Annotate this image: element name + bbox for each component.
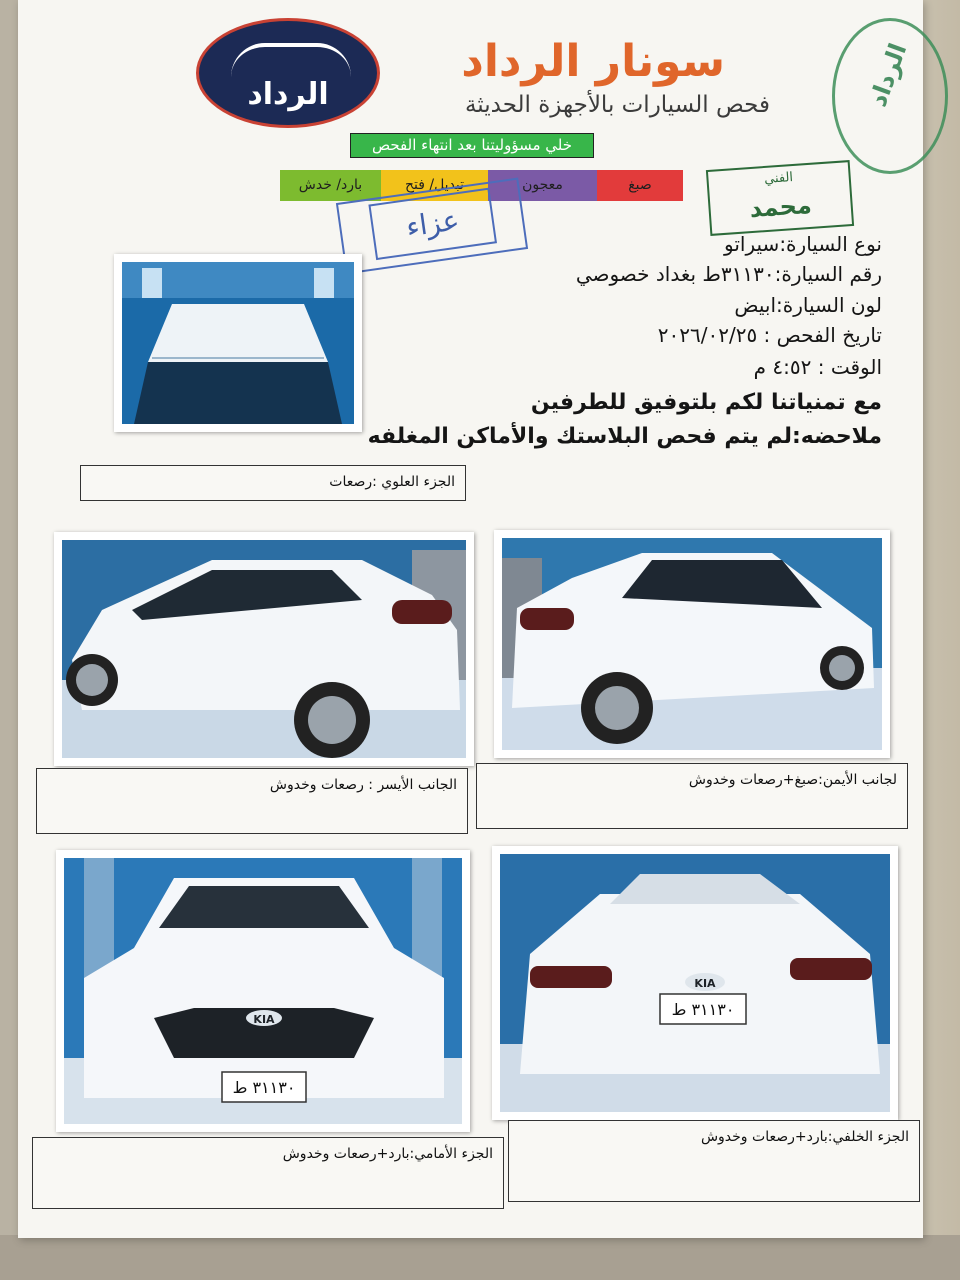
- photo-front: [56, 850, 470, 1132]
- caption-rear: الجزء الخلفي:بارد+رصعات وخدوش: [700, 1129, 909, 1145]
- brand-subtitle: فحص السيارات بالأجهزة الحديثة: [464, 92, 770, 118]
- legend-putty: معجون: [488, 170, 597, 201]
- car-right-side-image: [502, 538, 882, 750]
- photo-left-side: [54, 532, 474, 766]
- technician-stamp: [706, 160, 854, 236]
- car-roof-image: [122, 262, 354, 424]
- brand-logo: [196, 18, 380, 128]
- round-stamp: [832, 18, 948, 174]
- responsibility-notice: خلي مسؤوليتنا بعد انتهاء الفحص: [350, 133, 594, 158]
- wish-line: مع تمنياتنا لكم بلتوفيق للطرفين: [530, 390, 882, 415]
- car-left-side-image: [62, 540, 466, 758]
- caption-box-top: [80, 465, 466, 501]
- note-line: ملاحضه:لم يتم فحص البلاستك والأماكن المغلفه: [367, 424, 882, 449]
- car-front-image: [64, 858, 462, 1124]
- car-outline-icon: [231, 43, 351, 77]
- table-surface: [0, 1235, 960, 1280]
- technician-label: الفني: [763, 170, 794, 188]
- technician-name: محمد: [748, 190, 813, 224]
- caption-top: الجزء العلوي :رصعات: [329, 474, 455, 490]
- caption-left-side: الجانب الأيسر : رصعات وخدوش: [269, 777, 457, 793]
- car-rear-image: [500, 854, 890, 1112]
- photo-top: [114, 254, 362, 432]
- plate-rear: ٣١١٣٠ ط: [671, 1000, 735, 1019]
- plate-front: ٣١١٣٠ ط: [232, 1078, 296, 1097]
- legend-paint: صبغ: [597, 170, 683, 201]
- legend-scratch: بارد/ خدش: [280, 170, 381, 201]
- photo-right-side: [494, 530, 890, 758]
- caption-box-rear: [508, 1120, 920, 1202]
- logo-text: الرداد: [247, 77, 329, 112]
- inspection-date: تاريخ الفحص : ٢٠٢٦/٠٢/٢٥: [657, 323, 882, 347]
- kia-badge-rear: KIA: [694, 977, 716, 990]
- inspection-time: الوقت : ٤:٥٢ م: [753, 355, 882, 379]
- caption-box-front: [32, 1137, 504, 1209]
- round-stamp-text: الرداد: [863, 39, 913, 111]
- caption-front: الجزء الأمامي:بارد+رصعات وخدوش: [282, 1146, 493, 1162]
- legend-replaced: تبديل/ فتح: [381, 170, 488, 201]
- handwritten-note: عزاء: [368, 188, 497, 260]
- caption-box-right-side: [476, 763, 908, 829]
- car-type: نوع السيارة:سيراتو: [724, 232, 882, 256]
- car-color: لون السيارة:ابيض: [734, 293, 882, 317]
- car-number: رقم السيارة:٣١١٣٠ط بغداد خصوصي: [575, 262, 882, 286]
- photo-rear: [492, 846, 898, 1120]
- caption-box-left-side: [36, 768, 468, 834]
- kia-badge-front: KIA: [253, 1013, 275, 1026]
- brand-title: سونار الرداد: [461, 36, 725, 87]
- caption-right-side: لجانب الأيمن:صبغ+رصعات وخدوش: [688, 772, 897, 788]
